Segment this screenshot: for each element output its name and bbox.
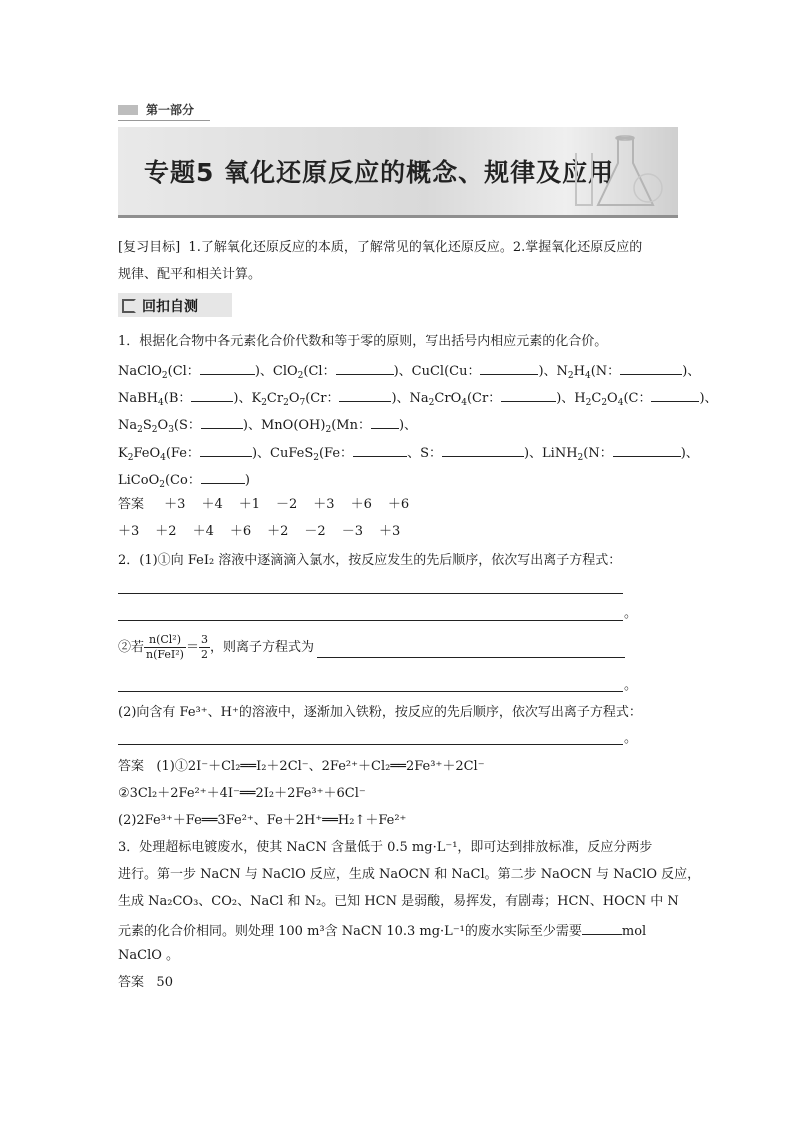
flask-icon — [558, 133, 668, 213]
answer-value: ＋6 — [387, 497, 410, 512]
answer-value: ＋2 — [267, 524, 289, 539]
section-title: 回扣自测 — [142, 299, 198, 315]
blank[interactable] — [201, 469, 245, 484]
objectives-label: [复习目标] — [118, 240, 181, 255]
q3-line4 — [118, 920, 646, 941]
q1-row5: LiCoO$_2$(Co： ) — [118, 469, 250, 490]
answer-line[interactable] — [118, 592, 623, 594]
part-underline — [118, 120, 210, 121]
answer-value: 50 — [156, 975, 173, 990]
q1-row4: $K_2FeO_4(Fe$： )、CuFeS$_2$(Fe： 、S： )、LiNH$_2$(N： )、 — [118, 442, 699, 463]
ratio-value — [199, 633, 210, 662]
objectives-line1 — [118, 239, 642, 257]
blank[interactable] — [442, 442, 524, 457]
q3-answer — [118, 974, 173, 992]
q1-row3: $Na_2S_2O_3(S$： )、$MnO(OH)_2(Mn$： )、 — [118, 414, 417, 435]
q1-row2: NaBH$_4$(B： )、$K_2Cr_2O_7(Cr$： )、$Na_2CrO_4(Cr$： )、$H_2C_2O_4(C$： )、 — [118, 387, 718, 408]
answer-value: ＋3 — [118, 524, 140, 539]
blank[interactable] — [336, 360, 394, 375]
answer-value: －2 — [304, 524, 326, 539]
answer-value: ＋6 — [350, 497, 372, 512]
ratio-numerator: 3 — [201, 633, 208, 646]
answer-line[interactable] — [317, 656, 625, 658]
answer-text: (1)①2I⁻＋Cl₂══I₂＋2Cl⁻、2Fe²⁺＋Cl₂══2Fe³⁺＋2Cl⁻ — [156, 759, 485, 774]
blank[interactable] — [613, 442, 681, 457]
part-label: 第一部分 — [146, 103, 195, 117]
answer-label: 答案 — [118, 975, 145, 990]
ratio-fraction — [144, 633, 186, 662]
answer-value: ＋3 — [378, 524, 401, 539]
q2-part2: ②若 $\frac{\text{n(Cl²)}}{\text{n(FeI²)}}$ ＝ $\frac{3}{2}$ ，则离子方程式为 — [118, 633, 315, 661]
section-header — [118, 293, 232, 317]
q1-row1: NaClO$_2$(Cl： )、ClO$_2$(Cl： )、CuCl(Cu： )、$N_2H_4(N$： )、 — [118, 360, 700, 381]
answer-line[interactable] — [118, 619, 623, 621]
q3-line5: NaClO 。 — [118, 948, 180, 963]
frac-denominator: n(FeI²) — [146, 648, 184, 661]
ratio-denominator: 2 — [201, 648, 208, 661]
answer-value: －3 — [341, 524, 363, 539]
answer-value: ＋4 — [192, 524, 214, 539]
blank[interactable] — [371, 414, 399, 429]
blank[interactable] — [582, 920, 622, 935]
answer-label: 答案 — [118, 759, 145, 774]
answer-line[interactable] — [118, 743, 623, 745]
end-mark: 。 — [624, 731, 638, 746]
end-mark: 。 — [624, 606, 638, 621]
q2-answer3: (2)2Fe³⁺＋Fe══3Fe²⁺、Fe＋2H⁺══H₂↑＋Fe²⁺ — [118, 813, 407, 828]
q3-line1: 3．处理超标电镀废水，使其 NaCN 含量低于 0.5 mg·L⁻¹，即可达到排放标准，反应分两步 — [118, 840, 653, 855]
q3-line2: 进行。第一步 NaCN 与 NaClO 反应，生成 NaOCN 和 NaCl。第二步 NaOCN 与 NaClO 反应， — [118, 867, 701, 882]
answer-value: －2 — [276, 497, 298, 512]
frac-numerator: n(Cl²) — [144, 633, 186, 648]
blank[interactable] — [620, 360, 682, 375]
blank[interactable] — [191, 387, 233, 402]
blank[interactable] — [651, 387, 699, 402]
answer-value: ＋4 — [201, 497, 223, 512]
blank[interactable] — [200, 360, 255, 375]
answer-label: 答案 — [118, 497, 145, 512]
blank[interactable] — [501, 387, 556, 402]
answer-value: ＋2 — [155, 524, 177, 539]
q2-answer1 — [118, 758, 485, 776]
blank[interactable] — [200, 442, 252, 457]
q1-answer-row2 — [118, 523, 416, 541]
blank[interactable] — [339, 387, 391, 402]
q2-part3: (2)向含有 Fe³⁺、H⁺的溶液中，逐渐加入铁粉，按反应的先后顺序，依次写出离子方程式： — [118, 705, 642, 720]
title-banner — [118, 127, 678, 218]
objectives-text1: 1.了解氧化还原反应的本质，了解常见的氧化还原反应。2.掌握氧化还原反应的 — [188, 240, 643, 255]
answer-value: ＋3 — [164, 497, 186, 512]
q2-part2-suffix: ，则离子方程式为 — [210, 640, 315, 655]
section-icon — [122, 299, 136, 313]
blank[interactable] — [201, 414, 243, 429]
answer-value: ＋6 — [229, 524, 252, 539]
page-title: 专题5 氧化还原反应的概念、规律及应用 — [144, 158, 615, 187]
answer-value: ＋3 — [313, 497, 335, 512]
q3-line4-text: 元素的化合价相同。则处理 100 m³含 NaCN 10.3 mg·L⁻¹的废水实际至少需要 — [118, 924, 582, 939]
blank[interactable] — [353, 442, 407, 457]
blank[interactable] — [480, 360, 538, 375]
q2-stem: 2．(1)①向 FeI₂ 溶液中逐滴滴入氯水，按反应发生的先后顺序，依次写出离子方程式： — [118, 553, 622, 568]
q1-answer-row1 — [118, 496, 425, 514]
q1-stem: 1．根据化合物中各元素化合价代数和等于零的原则，写出括号内相应元素的化合价。 — [118, 334, 608, 349]
answer-value: ＋1 — [238, 497, 260, 512]
header-bar-decoration — [118, 105, 138, 115]
objectives-line2: 规律、配平和相关计算。 — [118, 267, 262, 282]
q2-answer2: ②3Cl₂＋2Fe²⁺＋4I⁻══2I₂＋2Fe³⁺＋6Cl⁻ — [118, 786, 366, 801]
q3-line3: 生成 Na₂CO₃、CO₂、NaCl 和 N₂。已知 HCN 是弱酸，易挥发，有剧毒；HCN、HOCN 中 N — [118, 894, 679, 909]
end-mark: 。 — [624, 678, 638, 693]
answer-line[interactable] — [118, 690, 623, 692]
q3-unit: mol — [621, 924, 647, 939]
q2-part2-prefix: ②若 — [118, 640, 145, 655]
